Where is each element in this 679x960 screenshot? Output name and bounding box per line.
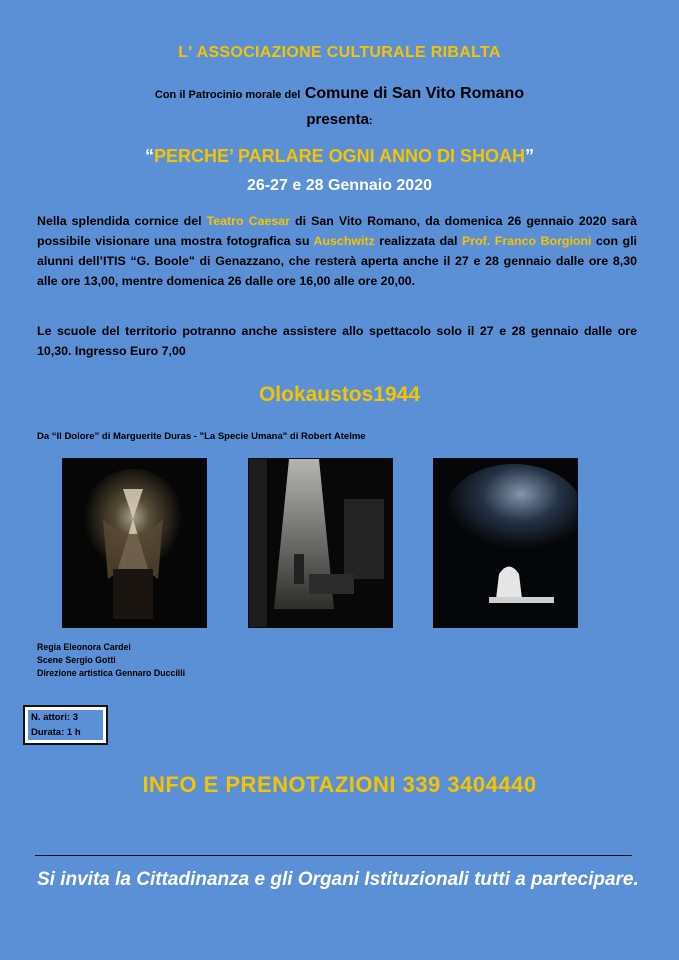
presents-text: presenta	[306, 111, 369, 128]
photo3-art	[434, 459, 577, 627]
photo1-art	[63, 459, 206, 627]
event-dates: 26-27 e 28 Gennaio 2020	[247, 177, 432, 194]
patronage-prefix: Con il Patrocinio morale del	[154, 89, 301, 101]
actors-count: N. attori: 3	[31, 712, 78, 723]
stage-photo-performer-arms-raised	[62, 458, 207, 628]
show-title: Olokaustos1944	[258, 383, 421, 406]
credit-artistic-direction: Direzione artistica Gennaro Duccilli	[37, 668, 186, 678]
credit-scenes: Scene Sergio Gotti	[37, 655, 116, 665]
photo2-art	[249, 459, 392, 627]
organization-title: L' ASSOCIAZIONE CULTURALE RIBALTA	[178, 44, 501, 61]
presents-line	[0, 111, 679, 128]
presents-colon: :	[368, 115, 373, 127]
p1-text-b: di San Vito Romano, da domenica 26 gennaio 2020 sarà possibile visionare una mostra fotografica su	[37, 214, 638, 248]
stage-photo-light-beam	[248, 458, 393, 628]
show-details-box	[23, 705, 108, 745]
booking-info: INFO E PRENOTAZIONI 339 3404440	[142, 772, 537, 797]
title-text: PERCHE’ PARLARE OGNI ANNO DI SHOAH	[153, 146, 526, 166]
patronage-line	[0, 85, 679, 103]
show-duration: Durata: 1 h	[31, 727, 81, 738]
show-credits	[37, 641, 185, 680]
exhibition-topic: Auschwitz	[313, 234, 375, 248]
description-paragraph-2: Le scuole del territorio potranno anche assistere allo spettacolo solo il 27 e 28 gennaio dalle ore 10,30. Ingresso Euro 7,00	[37, 324, 637, 358]
p1-text-d: con gli alunni dell’ITIS “G. Boole" di Genazzano, che resterà aperta anche il 27 e 28 gennaio dalle ore 8,30 alle ore 13,00, mentre domenica 26 dalle ore 16,00 alle ore 20,00.	[37, 234, 637, 288]
show-details-content	[28, 710, 103, 740]
divider	[35, 855, 632, 856]
title-quote-open: “	[144, 146, 154, 166]
patronage-name: Comune di San Vito Romano	[304, 85, 525, 102]
description-paragraph-1	[37, 211, 637, 291]
invitation-text: Si invita la Cittadinanza e gli Organi Istituzionali tutti a partecipare.	[37, 869, 639, 890]
title-quote-close: ”	[525, 146, 535, 166]
event-title	[0, 146, 679, 167]
p1-text-c: realizzata dal	[374, 234, 463, 248]
credit-director: Regia Eleonora Cardei	[37, 642, 131, 652]
p1-text-a: Nella splendida cornice del	[37, 214, 207, 228]
venue-name: Teatro Caesar	[206, 214, 290, 228]
stage-photo-smoke	[433, 458, 578, 628]
exhibition-author: Prof. Franco Borgioni	[462, 234, 592, 248]
show-source: Da “Il Dolore” di Marguerite Duras - "La Specie Umana" di Robert Atelme	[37, 431, 366, 442]
